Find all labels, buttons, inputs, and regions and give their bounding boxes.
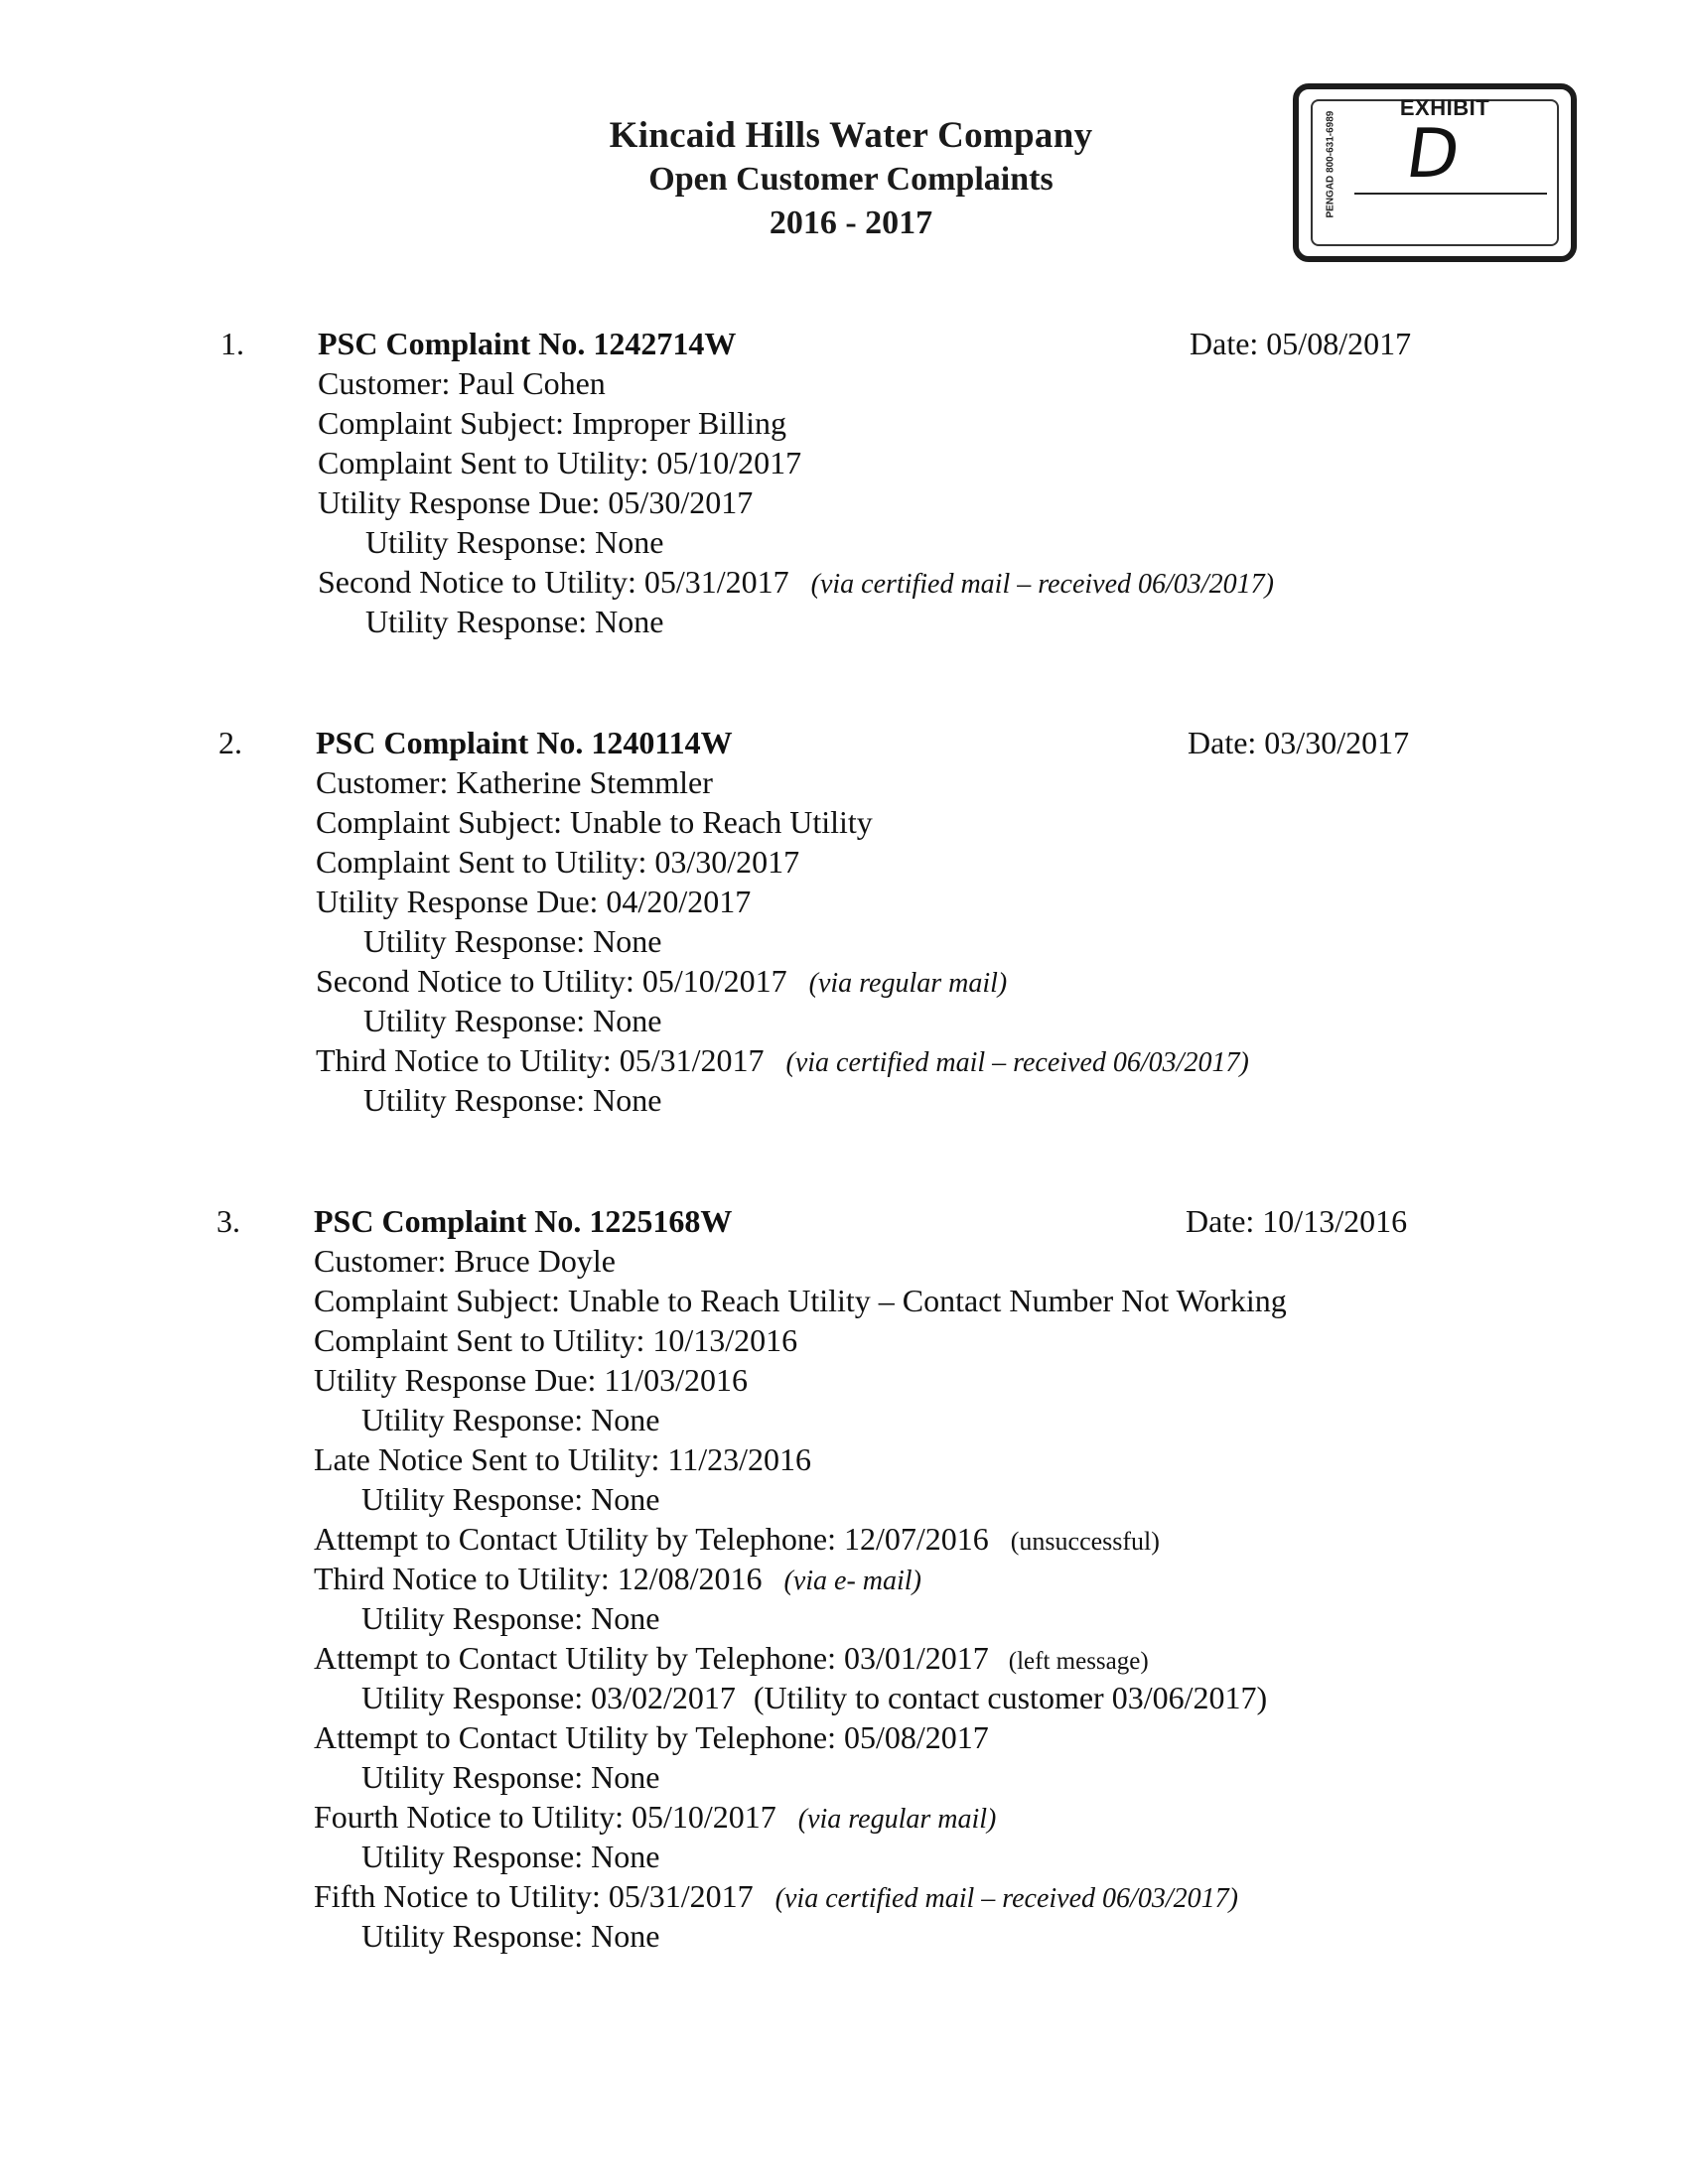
exhibit-sticker <box>1293 83 1577 262</box>
complaint-number: 2. <box>218 725 242 760</box>
complaint-title: PSC Complaint No. 1240114W <box>316 725 733 760</box>
exhibit-title: EXHIBIT <box>1399 95 1490 120</box>
complaint-title: PSC Complaint No. 1225168W <box>314 1203 733 1239</box>
complaint-title: PSC Complaint No. 1242714W <box>318 326 737 361</box>
complaint-date: Date: 03/30/2017 <box>1188 725 1410 760</box>
utility-response-line <box>361 1678 1267 1717</box>
company-name: Kincaid Hills Water Company <box>609 115 1093 156</box>
utility-response: Utility Response: None <box>361 1759 660 1795</box>
phone-attempt-note: (unsuccessful) <box>1010 1527 1160 1556</box>
utility-response: Utility Response: None <box>365 604 664 639</box>
phone-attempt-text: Attempt to Contact Utility by Telephone: 12/07/2016 <box>314 1521 989 1557</box>
complaint-number: 1. <box>220 326 244 361</box>
phone-attempt-text: Attempt to Contact Utility by Telephone: 05/08/2017 <box>314 1719 989 1755</box>
utility-response: Utility Response: None <box>361 1402 660 1437</box>
complaint-customer: Customer: Katherine Stemmler <box>316 764 713 800</box>
utility-response: Utility Response: None <box>361 1918 660 1954</box>
document-years: 2016 - 2017 <box>769 205 933 241</box>
utility-response: Utility Response: None <box>361 1600 660 1636</box>
phone-attempt-note: (left message) <box>1008 1648 1149 1675</box>
notice-line <box>316 961 1007 1001</box>
exhibit-vendor-text: PENGAD 800-631-6989 <box>1325 110 1336 218</box>
notice-method: (via certified mail – received 06/03/2017) <box>810 569 1274 600</box>
complaint-subject: Complaint Subject: Unable to Reach Utility <box>316 804 873 840</box>
complaint-customer: Customer: Bruce Doyle <box>314 1243 616 1279</box>
notice-method: (via certified mail – received 06/03/2017) <box>774 1883 1238 1914</box>
complaint-subject: Complaint Subject: Unable to Reach Utility – Contact Number Not Working <box>314 1283 1287 1318</box>
notice-text: Fourth Notice to Utility: 05/10/2017 <box>314 1799 776 1835</box>
notice-line <box>318 562 1274 602</box>
complaint-subject: Complaint Subject: Improper Billing <box>318 405 786 441</box>
response-due: Utility Response Due: 05/30/2017 <box>318 484 754 520</box>
utility-response: Utility Response: None <box>361 1481 660 1517</box>
notice-method: (via certified mail – received 06/03/2017) <box>785 1047 1249 1078</box>
complaint-date: Date: 10/13/2016 <box>1186 1203 1408 1239</box>
exhibit-signature-line <box>1354 193 1547 195</box>
notice-line <box>314 1797 996 1837</box>
utility-response: Utility Response: None <box>363 923 662 959</box>
complaint-number: 3. <box>216 1203 240 1239</box>
notice-line <box>314 1876 1238 1916</box>
utility-response: Utility Response: 03/02/2017 <box>361 1680 736 1715</box>
notice-text: Second Notice to Utility: 05/31/2017 <box>318 564 789 600</box>
notice-method: (via regular mail) <box>808 968 1008 999</box>
response-due: Utility Response Due: 04/20/2017 <box>316 884 752 919</box>
notice-text: Fifth Notice to Utility: 05/31/2017 <box>314 1878 754 1914</box>
notice-text: Third Notice to Utility: 05/31/2017 <box>316 1042 765 1078</box>
notice-line <box>316 1040 1249 1080</box>
late-notice: Late Notice Sent to Utility: 11/23/2016 <box>314 1441 811 1477</box>
notice-method: (via regular mail) <box>797 1804 997 1835</box>
notice-line <box>314 1559 921 1598</box>
notice-text: Third Notice to Utility: 12/08/2016 <box>314 1561 763 1596</box>
phone-attempt-line <box>314 1638 1149 1678</box>
utility-response: Utility Response: None <box>363 1082 662 1118</box>
utility-response: Utility Response: None <box>361 1839 660 1874</box>
phone-attempt-line <box>314 1519 1160 1559</box>
exhibit-letter: D <box>1401 115 1465 194</box>
document-subtitle: Open Customer Complaints <box>648 161 1054 198</box>
complaint-customer: Customer: Paul Cohen <box>318 365 606 401</box>
notice-text: Second Notice to Utility: 05/10/2017 <box>316 963 787 999</box>
utility-response-note: (Utility to contact customer 03/06/2017) <box>753 1680 1268 1715</box>
response-due: Utility Response Due: 11/03/2016 <box>314 1362 749 1398</box>
complaint-date: Date: 05/08/2017 <box>1190 326 1412 361</box>
complaint-sent: Complaint Sent to Utility: 05/10/2017 <box>318 445 802 480</box>
utility-response: Utility Response: None <box>363 1003 662 1038</box>
utility-response: Utility Response: None <box>365 524 664 560</box>
phone-attempt-text: Attempt to Contact Utility by Telephone: 03/01/2017 <box>314 1640 989 1676</box>
complaint-sent: Complaint Sent to Utility: 10/13/2016 <box>314 1322 798 1358</box>
notice-method: (via e- mail) <box>783 1566 921 1596</box>
complaint-sent: Complaint Sent to Utility: 03/30/2017 <box>316 844 800 880</box>
